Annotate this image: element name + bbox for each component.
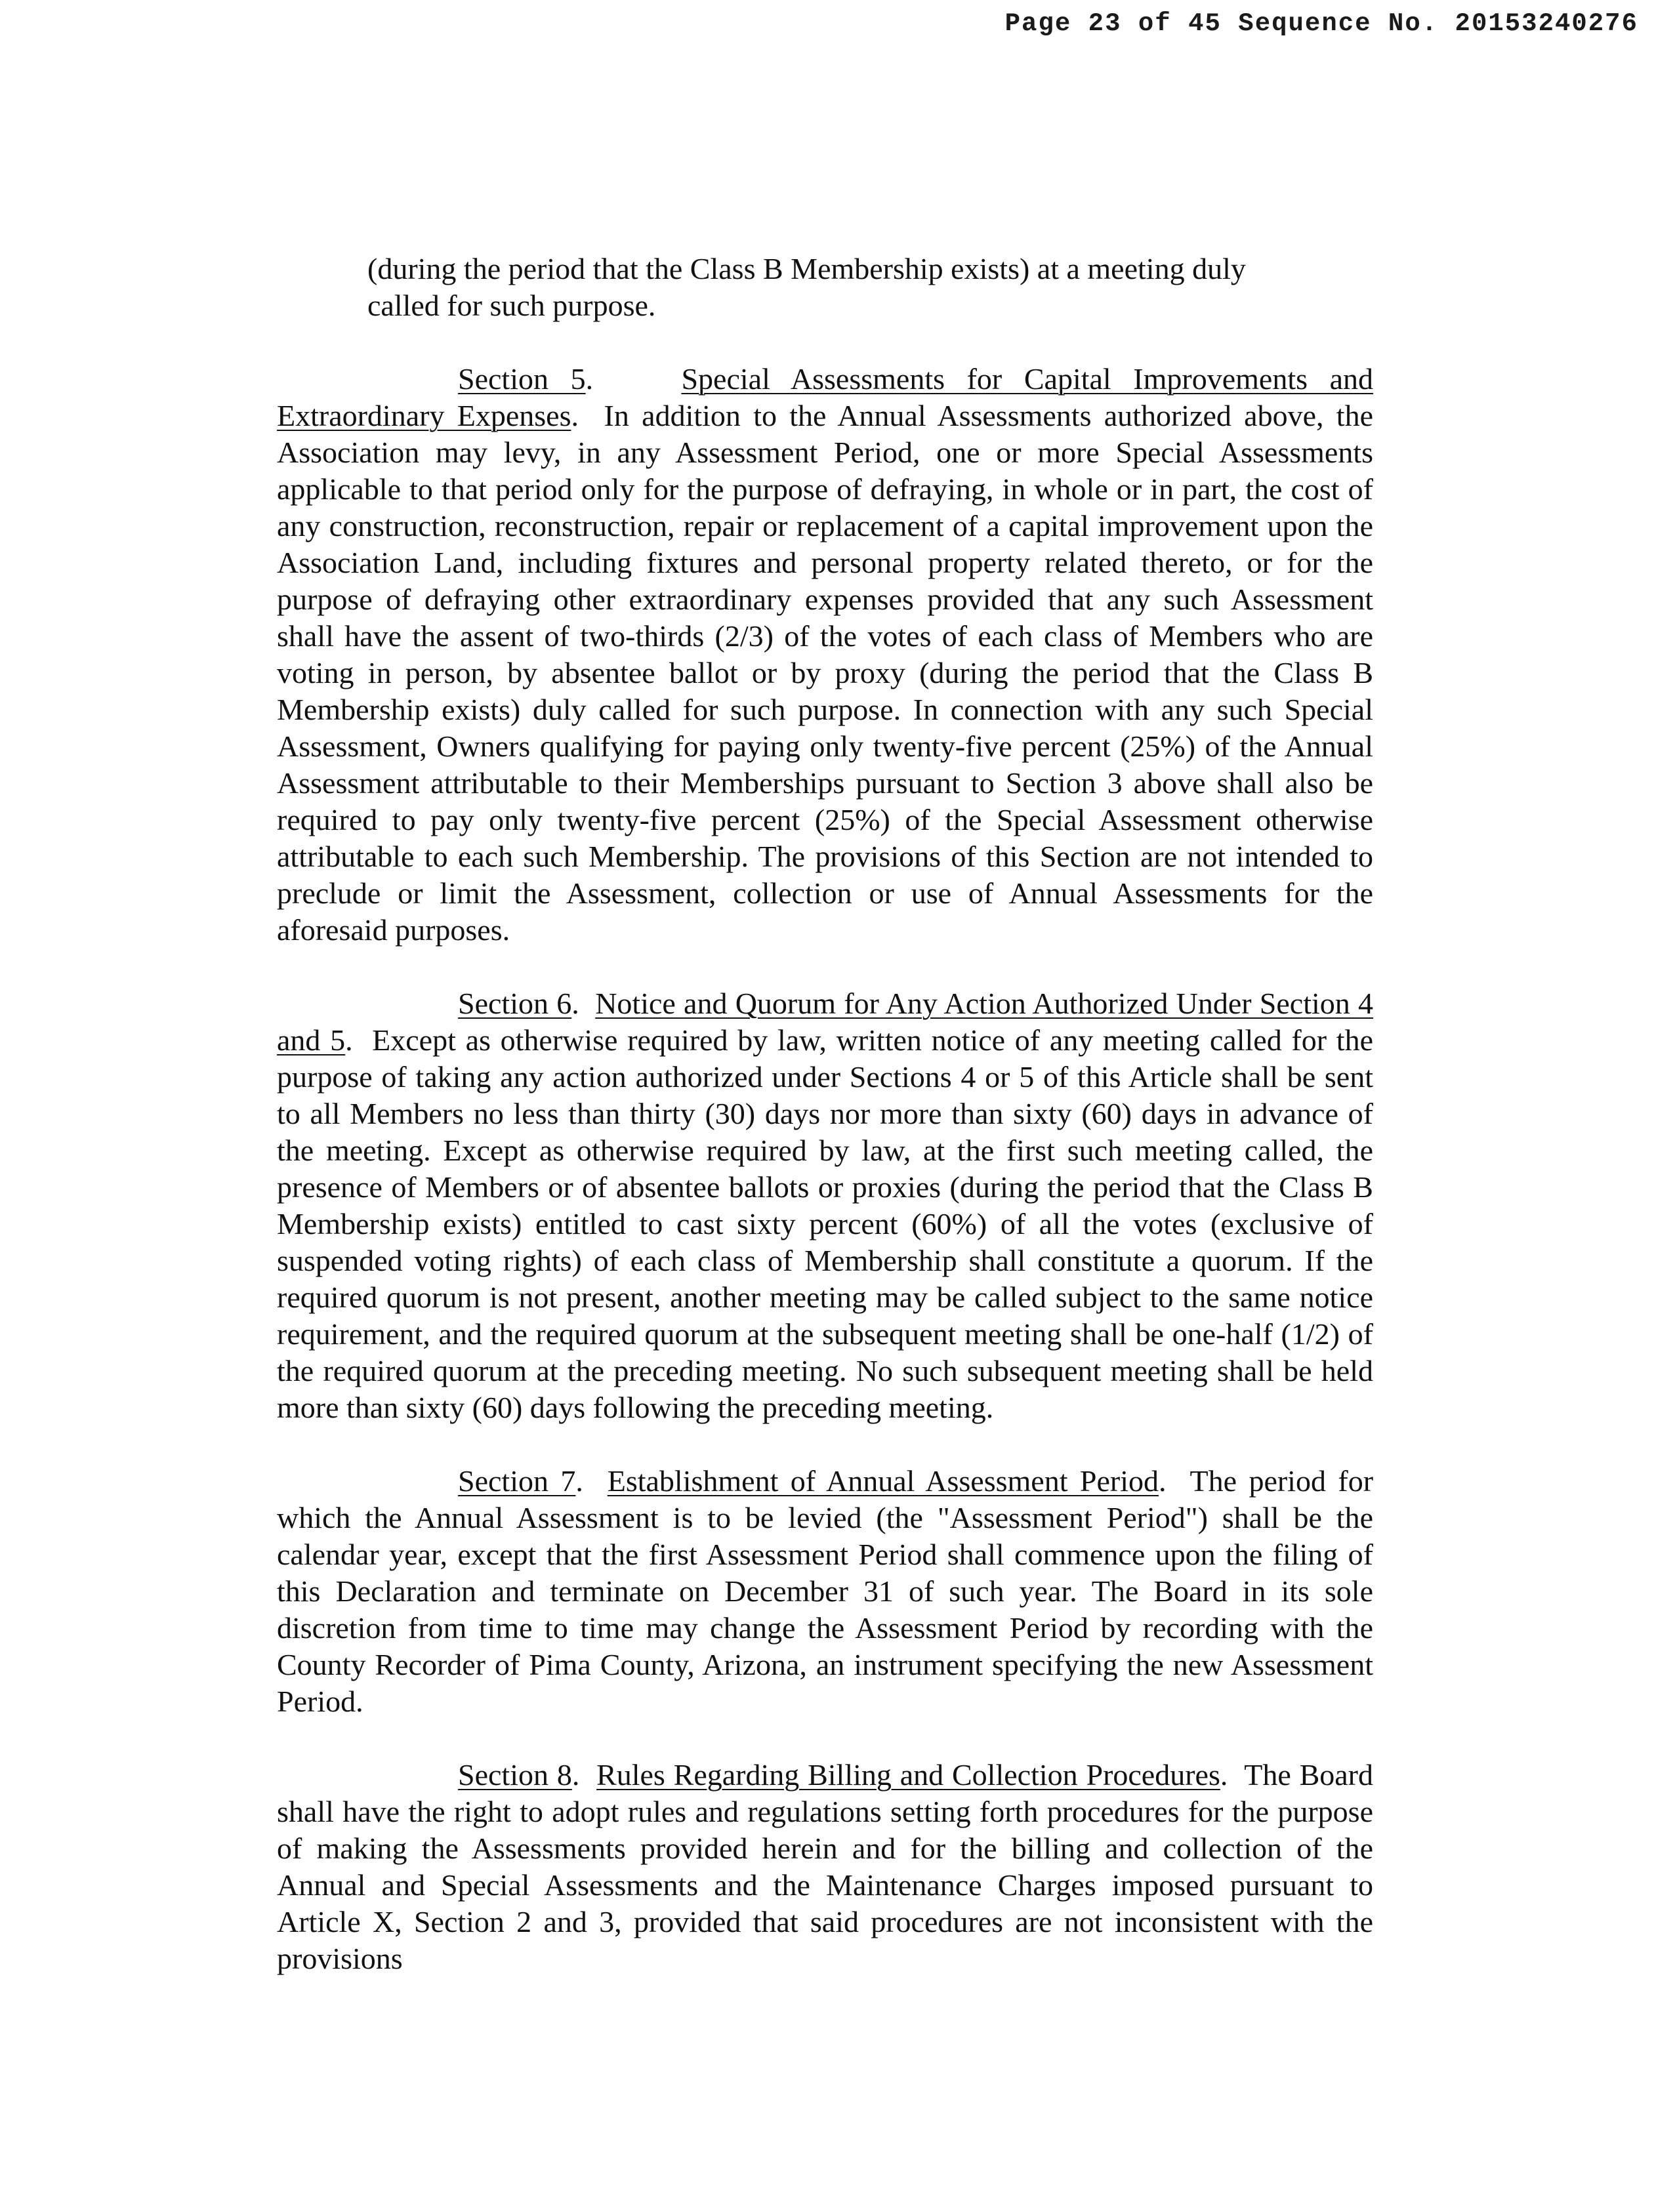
- section-7-title: Establishment of Annual Assessment Period: [607, 1464, 1159, 1498]
- section-7-body: The period for which the Annual Assessment is to be levied (the "Assessment Period") shall be the calendar year, except that the first Assessment Period shall commence upon the filing of this Declaration and terminate on December 31 of such year. The Board in its sole discretion from time to time may change the Assessment Period by recording with the County Recorder of Pima County, Arizona, an instrument specifying the new Assessment Period.: [277, 1464, 1374, 1718]
- section-6-title: Notice and Quorum for Any Action Authorized Under Section 4 and 5: [277, 987, 1374, 1057]
- section-6-number: Section 6: [458, 987, 572, 1020]
- section-7-paragraph: Section 7. Establishment of Annual Assessment Period. The period for which the Annual Assessment is to be levied (the "Assessment Period") shall be the calendar year, except that the first Assessment Period shall commence upon the filing of this Declaration and terminate on December 31 of such year. The Board in its sole discretion from time to time may change the Assessment Period by recording with the County Recorder of Pima County, Arizona, an instrument specifying the new Assessment Period.: [277, 1464, 1374, 1718]
- section-5-title: Special Assessments for Capital Improvements and Extraordinary Expenses: [277, 362, 1374, 432]
- section-5-number: Section 5: [458, 362, 586, 396]
- section-8-title: Rules Regarding Billing and Collection Procedures: [596, 1758, 1220, 1792]
- continuation-paragraph: (during the period that the Class B Membership exists) at a meeting duly called for such purpose.: [367, 252, 1246, 322]
- page-sequence-header: Page 23 of 45 Sequence No. 20153240276: [1004, 9, 1638, 38]
- section-6-body: Except as otherwise required by law, written notice of any meeting called for the purpose of taking any action authorized under Sections 4 or 5 of this Article shall be sent to all Members no less than thirty (30) days nor more than sixty (60) days in advance of the meeting. Except as otherwise required by law, at the first such meeting called, the presence of Members or of absentee ballots or proxies (during the period that the Class B Membership exists) entitled to cast sixty percent (60%) of all the votes (exclusive of suspended voting rights) of each class of Membership shall constitute a quorum. If the required quorum is not present, another meeting may be called subject to the same notice requirement, and the required quorum at the subsequent meeting shall be one-half (1/2) of the required quorum at the preceding meeting. No such subsequent meeting shall be held more than sixty (60) days following the preceding meeting.: [277, 1023, 1374, 1424]
- section-5-paragraph: Section 5. Special Assessments for Capital Improvements and Extraordinary Expenses. In addition to the Annual Assessments authorized above, the Association may levy, in any Assessment Period, one or more Special Assessments applicable to that period only for the purpose of defraying, in whole or in part, the cost of any construction, reconstruction, repair or replacement of a capital improvement upon the Association Land, including fixtures and personal property related thereto, or for the purpose of defraying other extraordinary expenses provided that any such Assessment shall have the assent of two-thirds (2/3) of the votes of each class of Members who are voting in person, by absentee ballot or by proxy (during the period that the Class B Membership exists) duly called for such purpose. In connection with any such Special Assessment, Owners qualifying for paying only twenty-five percent (25%) of the Annual Assessment attributable to their Memberships pursuant to Section 3 above shall also be required to pay only twenty-five percent (25%) of the Special Assessment otherwise attributable to each such Membership. The provisions of this Section are not intended to preclude or limit the Assessment, collection or use of Annual Assessments for the aforesaid purposes.: [277, 362, 1374, 947]
- section-8-body: The Board shall have the right to adopt rules and regulations setting forth procedures for the purpose of making the Assessments provided herein and for the billing and collection of the Annual and Special Assessments and the Maintenance Charges imposed pursuant to Article X, Section 2 and 3, provided that said procedures are not inconsistent with the provisions: [277, 1758, 1373, 1975]
- section-7-number: Section 7: [458, 1464, 576, 1498]
- document-body: [277, 251, 1373, 1977]
- section-8-paragraph: Section 8. Rules Regarding Billing and Collection Procedures. The Board shall have the right to adopt rules and regulations setting forth procedures for the purpose of making the Assessments provided herein and for the billing and collection of the Annual and Special Assessments and the Maintenance Charges imposed pursuant to Article X, Section 2 and 3, provided that said procedures are not inconsistent with the provisions: [277, 1758, 1373, 1975]
- section-8-number: Section 8: [458, 1758, 572, 1792]
- section-5-body: In addition to the Annual Assessments authorized above, the Association may levy, in any Assessment Period, one or more Special Assessments applicable to that period only for the purpose of defraying, in whole or in part, the cost of any construction, reconstruction, repair or replacement of a capital improvement upon the Association Land, including fixtures and personal property related thereto, or for the purpose of defraying other extraordinary expenses provided that any such Assessment shall have the assent of two-thirds (2/3) of the votes of each class of Members who are voting in person, by absentee ballot or by proxy (during the period that the Class B Membership exists) duly called for such purpose. In connection with any such Special Assessment, Owners qualifying for paying only twenty-five percent (25%) of the Annual Assessment attributable to their Memberships pursuant to Section 3 above shall also be required to pay only twenty-five percent (25%) of the Special Assessment otherwise attributable to each such Membership. The provisions of this Section are not intended to preclude or limit the Assessment, collection or use of Annual Assessments for the aforesaid purposes.: [277, 399, 1373, 947]
- section-6-paragraph: Section 6. Notice and Quorum for Any Action Authorized Under Section 4 and 5. Except as otherwise required by law, written notice of any meeting called for the purpose of taking any action authorized under Sections 4 or 5 of this Article shall be sent to all Members no less than thirty (30) days nor more than sixty (60) days in advance of the meeting. Except as otherwise required by law, at the first such meeting called, the presence of Members or of absentee ballots or proxies (during the period that the Class B Membership exists) entitled to cast sixty percent (60%) of all the votes (exclusive of suspended voting rights) of each class of Membership shall constitute a quorum. If the required quorum is not present, another meeting may be called subject to the same notice requirement, and the required quorum at the subsequent meeting shall be one-half (1/2) of the required quorum at the preceding meeting. No such subsequent meeting shall be held more than sixty (60) days following the preceding meeting.: [277, 987, 1374, 1424]
